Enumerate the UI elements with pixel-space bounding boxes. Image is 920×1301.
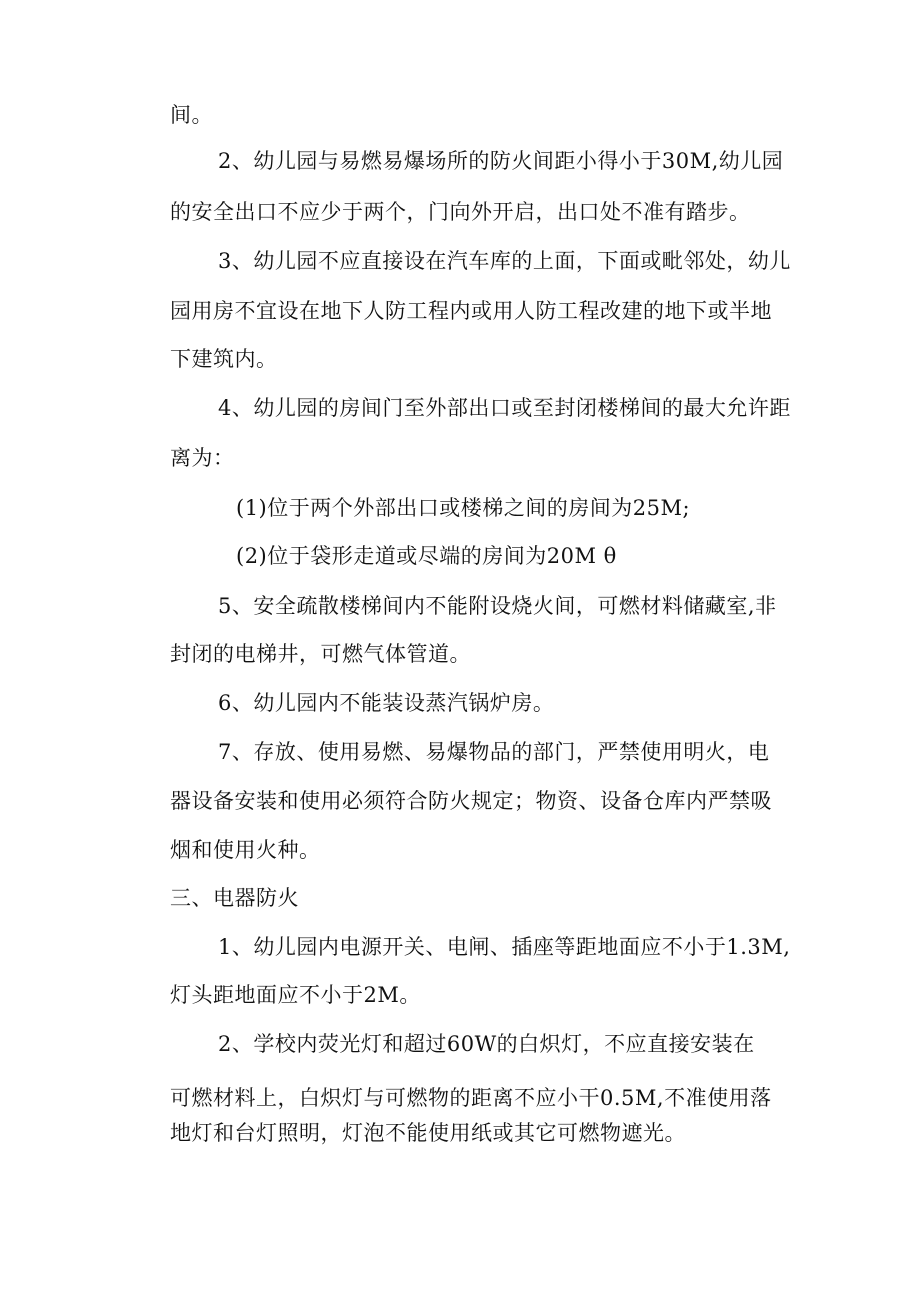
text-line: 器设备安装和使用必须符合防火规定；物资、设备仓库内严禁吸 — [170, 789, 772, 813]
text-line: 下建筑内。 — [170, 347, 278, 371]
text-line: 封闭的电梯井，可燃气体管道。 — [170, 642, 471, 666]
text-line: 4、幼儿园的房间门至外部出口或至封闭楼梯间的最大允许距 — [218, 396, 791, 420]
text-line: 烟和使用火种。 — [170, 838, 321, 862]
text-line: 园用房不宜设在地下人防工程内或用人防工程改建的地下或半地 — [170, 299, 772, 323]
text-line: 1、幼儿园内电源开关、电闸、插座等距地面应不小于1.3M, — [218, 935, 791, 959]
section-heading: 三、电器防火 — [170, 886, 299, 910]
text-line: 地灯和台灯照明，灯泡不能使用纸或其它可燃物遮光。 — [170, 1121, 686, 1145]
text-line: 可燃材料上，白炽灯与可燃物的距离不应小干0.5M,不准使用落 — [170, 1086, 772, 1110]
text-line: 灯头距地面应不小于2M。 — [170, 983, 421, 1007]
text-line: 3、幼儿园不应直接设在汽车库的上面，下面或毗邻处，幼儿 — [218, 249, 791, 273]
text-line: 2、学校内荧光灯和超过60W的白炽灯，不应直接安装在 — [218, 1032, 755, 1056]
text-line: 6、幼儿园内不能装设蒸汽锅炉房。 — [218, 691, 555, 715]
text-line: 的安全出口不应少于两个，门向外开启，出口处不准有踏步。 — [170, 200, 751, 224]
text-line: 7、存放、使用易燃、易爆物品的部门，严禁使用明火，电 — [218, 740, 770, 764]
text-line: (2)位于袋形走道或尽端的房间为20M θ — [236, 544, 617, 568]
text-line: 2、幼儿园与易燃易爆场所的防火间距小得小于30M,幼儿园 — [218, 149, 784, 173]
text-line: 离为： — [170, 446, 235, 470]
text-line: 间。 — [170, 103, 213, 127]
text-line: 5、安全疏散楼梯间内不能附设烧火间，可燃材料储藏室,非 — [218, 594, 777, 618]
text-line: (1)位于两个外部出口或楼梯之间的房间为25M; — [236, 496, 691, 520]
